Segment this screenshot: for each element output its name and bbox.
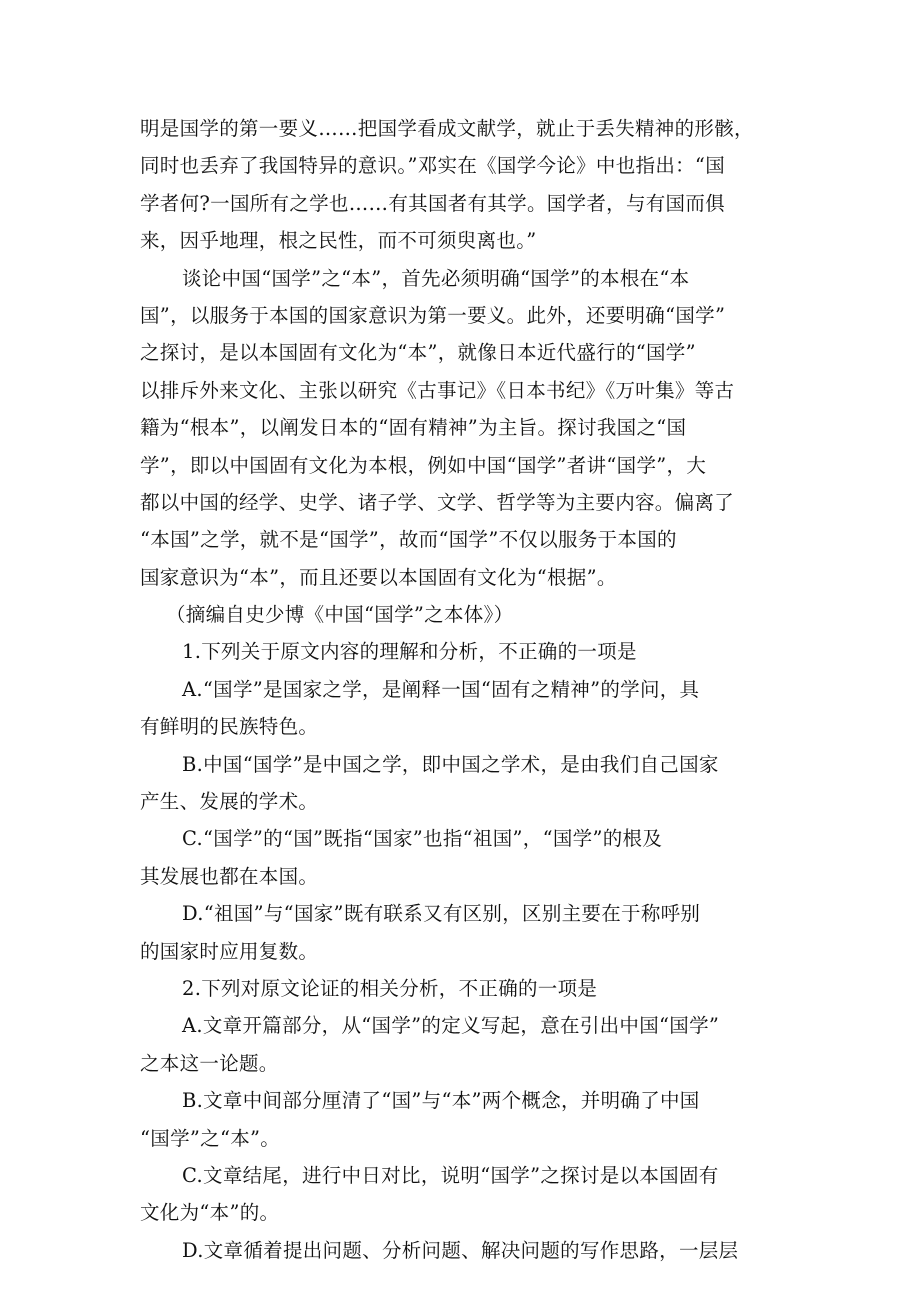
text-line: 来，因乎地理，根之民性，而不可须臾离也。” [140, 229, 537, 253]
text-line: A.“国学”是国家之学，是阐释一国“固有之精神”的学问，具 [182, 677, 700, 701]
text-line: “国学”之“本”。 [140, 1126, 281, 1150]
text-line: “本国”之学，就不是“国学”，故而“国学”不仅以服务于本国的 [140, 528, 677, 552]
text-line: 的国家时应用复数。 [140, 939, 319, 963]
text-line: C.文章结尾，进行中日对比，说明“国学”之探讨是以本国固有 [182, 1163, 719, 1187]
text-line: 1.下列关于原文内容的理解和分析，不正确的一项是 [182, 640, 637, 664]
text-line: 都以中国的经学、史学、诸子学、文学、哲学等为主要内容。偏离了 [140, 490, 735, 514]
text-line: 国家意识为“本”，而且还要以本国固有文化为“根据”。 [140, 565, 617, 589]
text-line: 之本这一论题。 [140, 1051, 279, 1075]
text-line: 同时也丢弃了我国特异的意识。”邓实在《国学今论》中也指出：“国 [140, 154, 725, 178]
text-line: A.文章开篇部分，从“国学”的定义写起，意在引出中国“国学” [182, 1014, 720, 1038]
text-line: 谈论中国“国学”之“本”，首先必须明确“国学”的本根在“本 [182, 266, 690, 290]
document-body [140, 110, 780, 1269]
text-line: 其发展也都在本国。 [140, 864, 319, 888]
text-line: D.文章循着提出问题、分析问题、解决问题的写作思路，一层层 [182, 1238, 739, 1262]
text-line: 国”，以服务于本国的国家意识为第一要义。此外，还要明确“国学” [140, 303, 726, 327]
text-line: 产生、发展的学术。 [140, 790, 319, 814]
text-line: 2.下列对原文论证的相关分析，不正确的一项是 [182, 976, 598, 1000]
source-citation: （摘编自史少博《中国“国学”之本体》） [166, 603, 514, 627]
text-line: 之探讨，是以本国固有文化为“本”，就像日本近代盛行的“国学” [140, 341, 696, 365]
text-line: 明是国学的第一要义……把国学看成文献学，就止于丢失精神的形骸， [140, 117, 754, 140]
text-line: 文化为“本”的。 [140, 1201, 280, 1225]
text-line: 以排斥外来文化、主张以研究《古事记》《日本书纪》《万叶集》等古 [140, 378, 735, 402]
text-line: B.中国“国学”是中国之学，即中国之学术，是由我们自己国家 [182, 752, 719, 776]
text-line: 籍为“根本”，以阐发日本的“固有精神”为主旨。探讨我国之“国 [140, 416, 687, 440]
text-line: 学”，即以中国固有文化为本根，例如中国“国学”者讲“国学”，大 [140, 453, 707, 477]
text-line: D.“祖国”与“国家”既有联系又有区别，区别主要在于称呼别 [182, 902, 701, 926]
text-line: C.“国学”的“国”既指“国家”也指“祖国”，“国学”的根及 [182, 827, 663, 851]
text-line: B.文章中间部分厘清了“国”与“本”两个概念，并明确了中国 [182, 1089, 700, 1113]
text-line: 有鲜明的民族特色。 [140, 715, 319, 739]
text-line: 学者何?一国所有之学也……有其国者有其学。国学者，与有国而俱 [140, 191, 725, 215]
